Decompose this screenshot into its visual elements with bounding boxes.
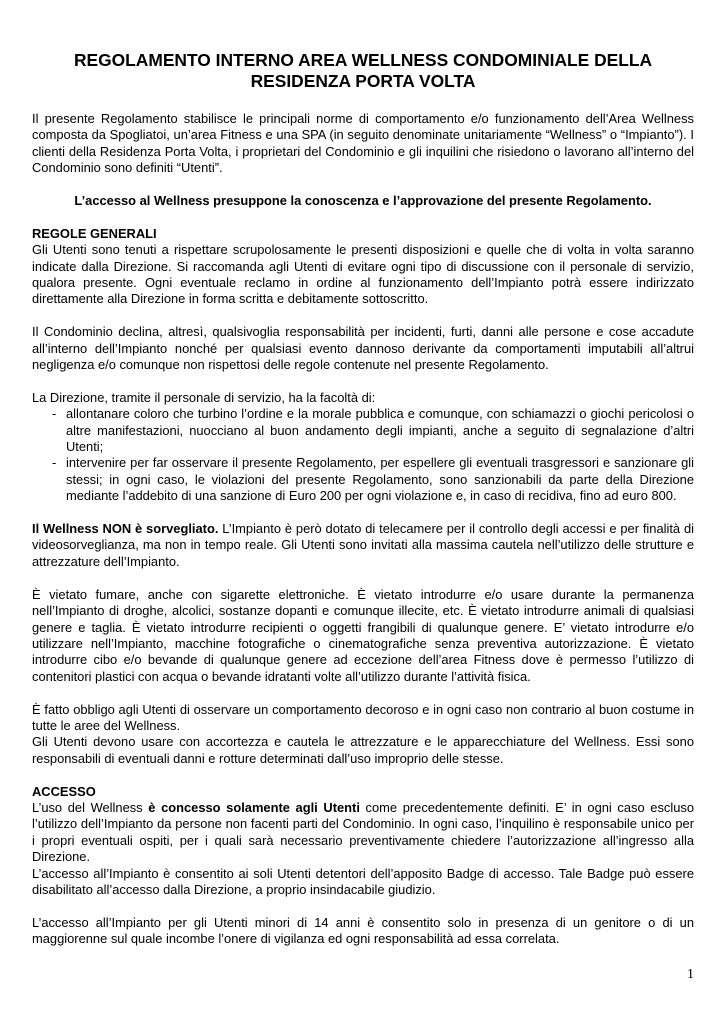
paragraph-text: come precedentemente definiti. E’ in ogni caso escluso l’utilizzo dell’Impianto da persone non facenti parti del Condominio. In ogni caso, l’inquilino è responsabile unico per i propri eventuali ospiti, per i quali sarà necessario preventivamente chiedere l’autorizzazione all’ingresso alla Direzione. bbox=[32, 799, 694, 865]
intro-paragraph: Il presente Regolamento stabilisce le principali norme di comportamento e/o funzionamento dell’Area Wellness composta da Spogliatoi, un’area Fitness e una SPA (in seguito denominate unitariamente “Wellness” o “Impianto”). I clienti della Residenza Porta Volta, i proprietari del Condominio e gli inquilini che risiedono o lavorano all’interno del Condominio sono definiti “Utenti”. bbox=[32, 111, 694, 176]
section-heading-regole-generali: REGOLE GENERALI bbox=[32, 225, 157, 241]
paragraph: L’accesso all’Impianto per gli Utenti minori di 14 anni è consentito solo in presenza di un genitore o di un maggiorenne sul quale incombe l’onere di vigilanza ed ogni responsabilità ad essa correlata. bbox=[32, 914, 694, 947]
list-item: - allontanare coloro che turbino l’ordine e la morale pubblica e comunque, con schiamazzi o giochi pericolosi o altre manifestazioni, nuocciano al buon andamento degli impianti, anche a seguito di segnalazione d’altri Utenti; bbox=[32, 406, 694, 455]
paragraph: Gli Utenti devono usare con accortezza e cautela le attrezzature e le apparecchiature del Wellness. Essi sono responsabili di eventuali danni e rotture determinati dall’uso improprio delle stesse. bbox=[32, 734, 694, 766]
paragraph-text: L’Impianto è però dotato di telecamere per il controllo degli accessi e per finalità di videosorveglianza, ma non in tempo reale. Gli Utenti sono invitati alla massima cautela nell’utilizzo delle strutture e attrezzature dell’Impianto. bbox=[32, 521, 694, 569]
paragraph-text: L’uso del Wellness bbox=[32, 799, 149, 815]
paragraph: L’accesso all’Impianto è consentito ai soli Utenti detentori dell’apposito Badge di accesso. Tale Badge può essere disabilitato all’accesso dalla Direzione, a proprio insindacabile giudizio. bbox=[32, 865, 694, 897]
bold-text: è concesso solamente agli Utenti bbox=[148, 799, 360, 815]
paragraph: La Direzione, tramite il personale di servizio, ha la facoltà di: bbox=[32, 389, 376, 405]
direction-powers-list bbox=[32, 406, 694, 504]
page-number: 1 bbox=[687, 967, 694, 982]
paragraph: Gli Utenti sono tenuti a rispettare scrupolosamente le presenti disposizioni e quelle che di volta in volta saranno indicate dalla Direzione. Si raccomanda agli Utenti di evitare ogni tipo di discussione con il personale di servizio, qualora presente. Ogni eventuale reclamo in ordine al funzionamento dell’Impianto potrà essere indirizzato direttamente alla Direzione in forma scritta e debitamente sottoscritto. bbox=[32, 242, 694, 307]
document-title: REGOLAMENTO INTERNO AREA WELLNESS CONDOMINIALE DELLA RESIDENZA PORTA VOLTA bbox=[73, 50, 653, 91]
paragraph bbox=[32, 521, 694, 570]
paragraph: Il Condominio declina, altresì, qualsivoglia responsabilità per incidenti, furti, danni alle persone e cose accadute all’interno dell’Impianto nonché per qualsiasi evento dannoso derivante da comportamenti imputabili all’altrui negligenza e/o comunque non rispettosi delle regole contenute nel presente Regolamento. bbox=[32, 324, 694, 373]
paragraph: È vietato fumare, anche con sigarette elettroniche. È vietato introdurre e/o usare durante la permanenza nell’Impianto di droghe, alcolici, sostanze dopanti e comunque illecite, etc. È vietato introdurre animali di qualsiasi genere e taglia. È vietato introdurre recipienti o oggetti frangibili di qualunque genere. E’ vietato introdurre e/o utilizzare nell’Impianto, macchine fotografiche o cinematografiche senza preventiva autorizzazione. È vietato introdurre cibo e/o bevande di qualunque genere ad eccezione dell’area Fitness dove è permesso l’utilizzo di contenitori plastici con acqua o bevande idratanti volte all’utilizzo durante l’attività fisica. bbox=[32, 586, 694, 684]
paragraph bbox=[32, 800, 694, 866]
access-statement: L’accesso al Wellness presuppone la conoscenza e l’approvazione del presente Regolamento. bbox=[74, 193, 652, 209]
document-page bbox=[32, 50, 694, 948]
section-heading-accesso: ACCESSO bbox=[32, 783, 96, 799]
paragraph: È fatto obbligo agli Utenti di osservare un comportamento decoroso e in ogni caso non contrario al buon costume in tutte le aree del Wellness. bbox=[32, 701, 694, 733]
bold-text: Il Wellness NON è sorvegliato. bbox=[32, 521, 219, 537]
list-item: - intervenire per far osservare il presente Regolamento, per espellere gli eventuali trasgressori e sanzionare gli stessi; in ogni caso, le violazioni del presente Regolamento, sono sanzionabili da parte della Direzione mediante l’addebito di una sanzione di Euro 200 per ogni violazione e, in caso di recidiva, fino ad euro 800. bbox=[32, 455, 694, 504]
